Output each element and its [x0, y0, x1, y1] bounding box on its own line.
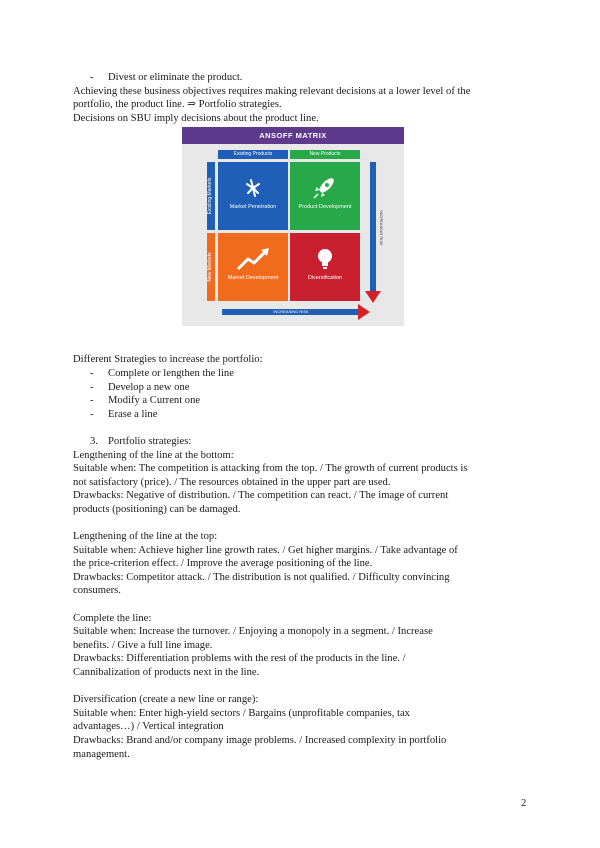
bullet-dash: -	[90, 408, 94, 420]
block-line: Suitable when: Increase the turnover. / Enjoying a monopoly in a segment. / Increase	[73, 626, 433, 638]
block-line: advantages…) / Vertical integration	[73, 721, 224, 733]
block-title: Complete the line:	[73, 612, 152, 624]
section-heading	[73, 435, 531, 449]
block-line: consumers.	[73, 585, 121, 597]
rocket-icon	[290, 176, 360, 200]
list-item	[73, 381, 531, 395]
block-line: Drawbacks: Brand and/or company image problems. / Increased complexity in portfolio	[73, 735, 447, 746]
block-line: Suitable when: Achieve higher line growth rates. / Get higher margins. / Take advantage of	[73, 544, 458, 556]
strategies-intro: Different Strategies to increase the portfolio:	[73, 354, 263, 366]
lightbulb-icon	[290, 247, 360, 271]
column-header-new-products: New Products	[290, 150, 360, 159]
target-arrows-icon	[218, 176, 288, 200]
list-item-text: Divest or eliminate the product.	[108, 72, 243, 83]
block-line: Suitable when: Enter high-yield sectors / Bargains (unprofitable companies, tax	[73, 707, 410, 719]
list-item	[73, 367, 531, 381]
block-line: the price-criterion effect. / Improve the average positioning of the line.	[73, 558, 373, 570]
block-line: not satisfactory (price). / The resources obtained in the upper part are used.	[73, 476, 391, 488]
page-number: 2	[521, 798, 527, 809]
list-item-text: Complete or lengthen the line	[108, 367, 234, 379]
cell-market-penetration	[218, 162, 288, 230]
risk-vertical-label: INCREASING RISK	[378, 210, 384, 247]
block-line: Drawbacks: Differentiation problems with the rest of the products in the line. /	[73, 653, 406, 665]
intro-line: portfolio, the product line. ⇒ Portfolio strategies.	[73, 99, 282, 111]
block-line: management.	[73, 748, 130, 760]
row-header-existing-markets: Existing Markets	[207, 162, 215, 230]
row-header-new-markets: New Markets	[207, 233, 215, 301]
column-header-existing-products: Existing Products	[218, 150, 288, 159]
list-item	[73, 71, 531, 85]
cell-label: Market Development	[227, 275, 279, 282]
block-title: Lengthening of the line at the bottom:	[73, 449, 234, 461]
trend-up-icon	[218, 247, 288, 271]
cell-market-development	[218, 233, 288, 301]
bullet-dash: -	[90, 72, 94, 83]
block-line: Cannibalization of products next in the line.	[73, 667, 260, 679]
block-line: products (positioning) can be damaged.	[73, 503, 241, 515]
block-line: Drawbacks: Negative of distribution. / The competition can react. / The image of current	[73, 490, 449, 502]
list-item-text: Erase a line	[108, 408, 158, 420]
cell-label: Market Penetration	[229, 204, 277, 211]
block-line: Drawbacks: Competitor attack. / The distribution is not qualified. / Difficulty convincing	[73, 571, 450, 583]
section-number: 3.	[90, 435, 98, 447]
list-item-text: Develop a new one	[108, 381, 190, 393]
bullet-dash: -	[90, 381, 94, 393]
block-title: Lengthening of the line at the top:	[73, 531, 218, 543]
block-title: Diversification (create a new line or range):	[73, 694, 259, 706]
cell-label: Product Development	[298, 204, 352, 211]
figure-title: ANSOFF MATRIX	[182, 127, 404, 144]
list-item	[73, 408, 531, 422]
bullet-dash: -	[90, 395, 94, 407]
bullet-dash: -	[90, 367, 94, 379]
cell-product-development	[290, 162, 360, 230]
block-line: benefits. / Give a full line image.	[73, 639, 213, 651]
block-line: Suitable when: The competition is attacking from the top. / The growth of current products is	[73, 463, 468, 475]
cell-diversification	[290, 233, 360, 301]
list-item-text: Modify a Current one	[108, 395, 201, 407]
list-item	[73, 394, 531, 408]
document-body	[73, 71, 531, 761]
risk-horizontal-label: INCREASING RISK	[273, 309, 309, 315]
intro-line: Decisions on SBU imply decisions about the product line.	[73, 112, 319, 124]
intro-line: Achieving these business objectives requires making relevant decisions at a lower level of the	[73, 85, 471, 97]
cell-label: Diversification	[307, 275, 343, 282]
section-title: Portfolio strategies:	[108, 435, 192, 447]
ansoff-matrix-figure	[182, 127, 404, 326]
